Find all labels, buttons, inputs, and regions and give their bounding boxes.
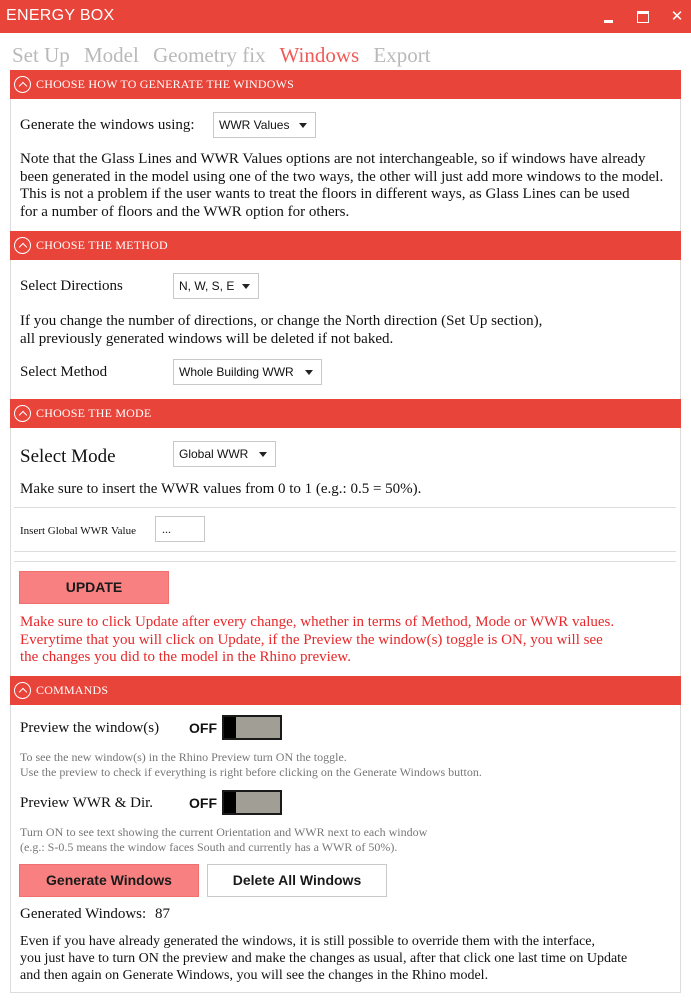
footer-note-line-1: Even if you have already generated the windows, it is still possible to override them with the interface,	[20, 934, 595, 949]
delete-all-windows-button[interactable]: Delete All Windows	[207, 864, 387, 897]
input-value: ...	[162, 522, 171, 536]
update-warning-line-3: the changes you did to the model in the Rhino preview.	[20, 649, 352, 665]
tab-set-up[interactable]: Set Up	[12, 43, 70, 67]
chevron-up-icon[interactable]	[14, 405, 31, 422]
preview-windows-label: Preview the window(s)	[20, 720, 160, 736]
preview-help-line-1: To see the new window(s) in the Rhino Preview turn ON the toggle.	[20, 750, 347, 764]
method-dropdown[interactable]	[173, 359, 322, 385]
generate-note-line-3: This is not a problem if the user wants to treat the floors in different ways, as Glass Lines can be used	[20, 186, 630, 202]
preview-windows-toggle[interactable]	[222, 715, 282, 740]
tab-bar	[12, 43, 440, 68]
title-bar	[0, 0, 691, 33]
mode-note: Make sure to insert the WWR values from 0 to 1 (e.g.: 0.5 = 50%).	[20, 481, 422, 497]
preview-wwr-state: OFF	[189, 795, 217, 811]
section-title: CHOOSE THE MODE	[36, 406, 152, 420]
toggle-knob	[224, 717, 236, 738]
chevron-up-icon[interactable]	[14, 76, 31, 93]
footer-note-line-2: you just have to turn ON the preview and make the changes as usual, after that click one last time on Update	[20, 951, 628, 966]
section-header-generate[interactable]	[10, 70, 681, 99]
footer-note-line-3: and then again on Generate Windows, you will see the changes in the Rhino model.	[20, 968, 489, 983]
method-label: Select Method	[20, 364, 108, 380]
minimize-icon[interactable]	[596, 0, 626, 33]
chevron-up-icon[interactable]	[14, 237, 31, 254]
global-wwr-input[interactable]	[155, 516, 205, 542]
chevron-down-icon	[242, 284, 250, 289]
toggle-knob	[224, 792, 236, 813]
mode-dropdown[interactable]	[173, 441, 276, 467]
chevron-down-icon	[299, 123, 307, 128]
section-header-method[interactable]	[10, 231, 681, 260]
chevron-up-icon[interactable]	[14, 682, 31, 699]
directions-label: Select Directions	[20, 278, 123, 294]
section-title: COMMANDS	[36, 683, 109, 697]
dropdown-value: Whole Building WWR	[179, 365, 294, 379]
wwr-help-line-1: Turn ON to see text showing the current Orientation and WWR next to each window	[20, 825, 428, 839]
update-warning-line-1: Make sure to click Update after every change, whether in terms of Method, Mode or WWR values.	[20, 614, 615, 630]
tab-geometry-fix[interactable]: Geometry fix	[153, 43, 266, 67]
dropdown-value: N, W, S, E	[179, 279, 235, 293]
maximize-icon[interactable]	[628, 0, 658, 33]
generate-label: Generate the windows using:	[20, 117, 195, 133]
generate-method-dropdown[interactable]	[213, 112, 316, 138]
preview-windows-state: OFF	[189, 720, 217, 736]
section-title: CHOOSE HOW TO GENERATE THE WINDOWS	[36, 77, 295, 91]
preview-help-line-2: Use the preview to check if everything is right before clicking on the Generate Windows button.	[20, 765, 482, 779]
dropdown-value: WWR Values	[219, 118, 290, 132]
section-header-commands[interactable]	[10, 676, 681, 705]
generate-windows-button[interactable]: Generate Windows	[19, 864, 199, 897]
tab-export[interactable]: Export	[373, 43, 431, 67]
preview-wwr-toggle[interactable]	[222, 790, 282, 815]
method-note-line-1: If you change the number of directions, or change the North direction (Set Up section),	[20, 313, 543, 329]
directions-dropdown[interactable]	[173, 273, 259, 299]
generate-note-line-1: Note that the Glass Lines and WWR Values options are not interchangeable, so if windows have already	[20, 151, 646, 167]
app-title: ENERGY BOX	[6, 7, 115, 24]
dropdown-value: Global WWR	[179, 447, 249, 461]
divider	[14, 561, 676, 562]
update-button[interactable]: UPDATE	[19, 571, 169, 604]
method-note-line-2: all previously generated windows will be deleted if not baked.	[20, 330, 394, 347]
section-title: CHOOSE THE METHOD	[36, 238, 168, 252]
mode-label: Select Mode	[20, 446, 116, 467]
update-warning-line-2: Everytime that you will click on Update, if the Preview the window(s) toggle is ON, you will see	[20, 631, 603, 648]
generate-note-line-4: for a number of floors and the WWR option for others.	[20, 203, 350, 220]
close-icon[interactable]: ✕	[670, 7, 684, 25]
generated-windows-label: Generated Windows:	[20, 906, 147, 922]
tab-model[interactable]: Model	[84, 43, 139, 67]
preview-wwr-label: Preview WWR & Dir.	[20, 795, 154, 811]
chevron-down-icon	[259, 452, 267, 457]
generated-windows-count: 87	[155, 906, 170, 922]
global-wwr-label: Insert Global WWR Value	[20, 525, 136, 537]
divider	[14, 551, 676, 552]
section-header-mode[interactable]	[10, 399, 681, 428]
divider	[14, 507, 676, 508]
generate-note-line-2: been generated in the model using one of the two ways, the other will just add more windows to the model.	[20, 168, 664, 185]
wwr-help-line-2: (e.g.: S-0.5 means the window faces South and currently has a WWR of 50%).	[20, 840, 398, 854]
tab-windows[interactable]: Windows	[279, 43, 360, 67]
chevron-down-icon	[305, 370, 313, 375]
